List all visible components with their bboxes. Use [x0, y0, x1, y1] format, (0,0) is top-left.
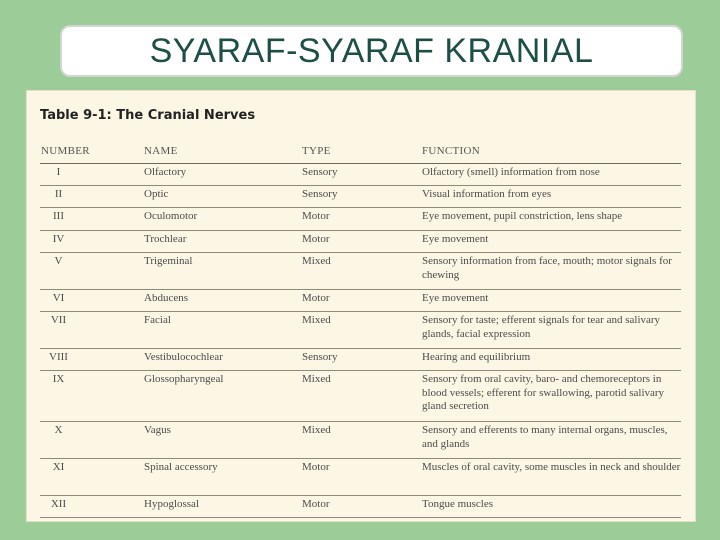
- cell-name: Optic: [144, 188, 169, 200]
- header-type: TYPE: [302, 145, 331, 157]
- cell-name: Abducens: [144, 292, 188, 304]
- nerve-number: I: [56, 166, 61, 178]
- cell-function: Eye movement: [422, 233, 489, 245]
- cell-type: Sensory: [302, 166, 338, 178]
- cell-function: Eye movement: [422, 292, 489, 304]
- nerve-number: XI: [52, 461, 65, 473]
- cell-number: [40, 312, 144, 348]
- cell-type: Mixed: [302, 314, 331, 326]
- cranial-nerves-table: [40, 143, 681, 518]
- cell-function: Visual information from eyes: [422, 188, 552, 200]
- cell-function: Sensory and efferents to many internal organs, muscles, and glands: [422, 424, 668, 450]
- cell-function: Sensory for taste; efferent signals for tear and salivary glands, facial expression: [422, 314, 661, 340]
- cell-type: Mixed: [302, 255, 331, 267]
- cell-name: Spinal accessory: [144, 461, 218, 473]
- header-name: NAME: [144, 145, 178, 157]
- table-caption: Table 9-1: The Cranial Nerves: [40, 108, 256, 123]
- cell-number: [40, 459, 144, 495]
- cell-number: [40, 422, 144, 458]
- cell-function: Tongue muscles: [422, 498, 494, 510]
- cell-type: Sensory: [302, 188, 338, 200]
- cell-number: [40, 371, 144, 421]
- cell-function: Muscles of oral cavity, some muscles in neck and shoulder: [422, 461, 681, 473]
- cell-number: [40, 290, 144, 311]
- cell-type: Motor: [302, 461, 330, 473]
- cell-name: Trochlear: [144, 233, 187, 245]
- nerve-number: VIII: [49, 351, 68, 363]
- nerve-number: IX: [52, 373, 65, 385]
- cell-number: [40, 253, 144, 289]
- cell-name: Facial: [144, 314, 171, 326]
- table-row: [40, 231, 681, 253]
- cell-number: [40, 186, 144, 207]
- cell-number: [40, 349, 144, 370]
- table-row: [40, 290, 681, 312]
- table-header-row: [40, 143, 681, 164]
- cell-type: Sensory: [302, 351, 338, 363]
- header-number: NUMBER: [41, 145, 90, 157]
- cranial-nerves-table-image: [26, 90, 696, 522]
- table-row: [40, 312, 681, 349]
- cell-type: Motor: [302, 498, 330, 510]
- cell-number: [40, 164, 144, 185]
- nerve-number: IV: [52, 233, 65, 245]
- cell-name: Olfactory: [144, 166, 187, 178]
- slide-title-box: [60, 25, 683, 77]
- cell-function: Sensory from oral cavity, baro- and chemoreceptors in blood vessels; efferent for swallowing, parotid salivary gland secretion: [422, 373, 665, 412]
- nerve-number: II: [54, 188, 63, 200]
- table-row: [40, 208, 681, 231]
- cell-name: Trigeminal: [144, 255, 193, 267]
- nerve-number: V: [54, 255, 63, 267]
- cell-function: Olfactory (smell) information from nose: [422, 166, 600, 178]
- table-row: [40, 186, 681, 208]
- table-row: [40, 253, 681, 290]
- table-row: [40, 422, 681, 459]
- nerve-number: III: [53, 210, 64, 222]
- header-function: FUNCTION: [422, 145, 481, 157]
- cell-type: Motor: [302, 210, 330, 222]
- slide-title: SYARAF-SYARAF KRANIAL: [149, 31, 594, 70]
- cell-function: Hearing and equilibrium: [422, 351, 531, 363]
- cell-type: Mixed: [302, 373, 331, 385]
- table-row: [40, 459, 681, 496]
- table-row: [40, 496, 681, 518]
- nerve-number: X: [54, 424, 63, 436]
- cell-type: Motor: [302, 292, 330, 304]
- table-row: [40, 371, 681, 422]
- cell-function: Eye movement, pupil constriction, lens shape: [422, 210, 623, 222]
- table-row: [40, 349, 681, 371]
- cell-type: Motor: [302, 233, 330, 245]
- cell-name: Vestibulocochlear: [144, 351, 223, 363]
- cell-name: Hypoglossal: [144, 498, 199, 510]
- cell-number: [40, 496, 144, 517]
- cell-function: Sensory information from face, mouth; motor signals for chewing: [422, 255, 672, 281]
- cell-name: Glossopharyngeal: [144, 373, 224, 385]
- cell-name: Oculomotor: [144, 210, 198, 222]
- cell-type: Mixed: [302, 424, 331, 436]
- cell-name: Vagus: [144, 424, 171, 436]
- nerve-number: XII: [50, 498, 67, 510]
- table-row: [40, 164, 681, 186]
- nerve-number: VI: [52, 292, 65, 304]
- cell-number: [40, 208, 144, 230]
- cell-number: [40, 231, 144, 252]
- table-body: [40, 164, 681, 518]
- nerve-number: VII: [50, 314, 67, 326]
